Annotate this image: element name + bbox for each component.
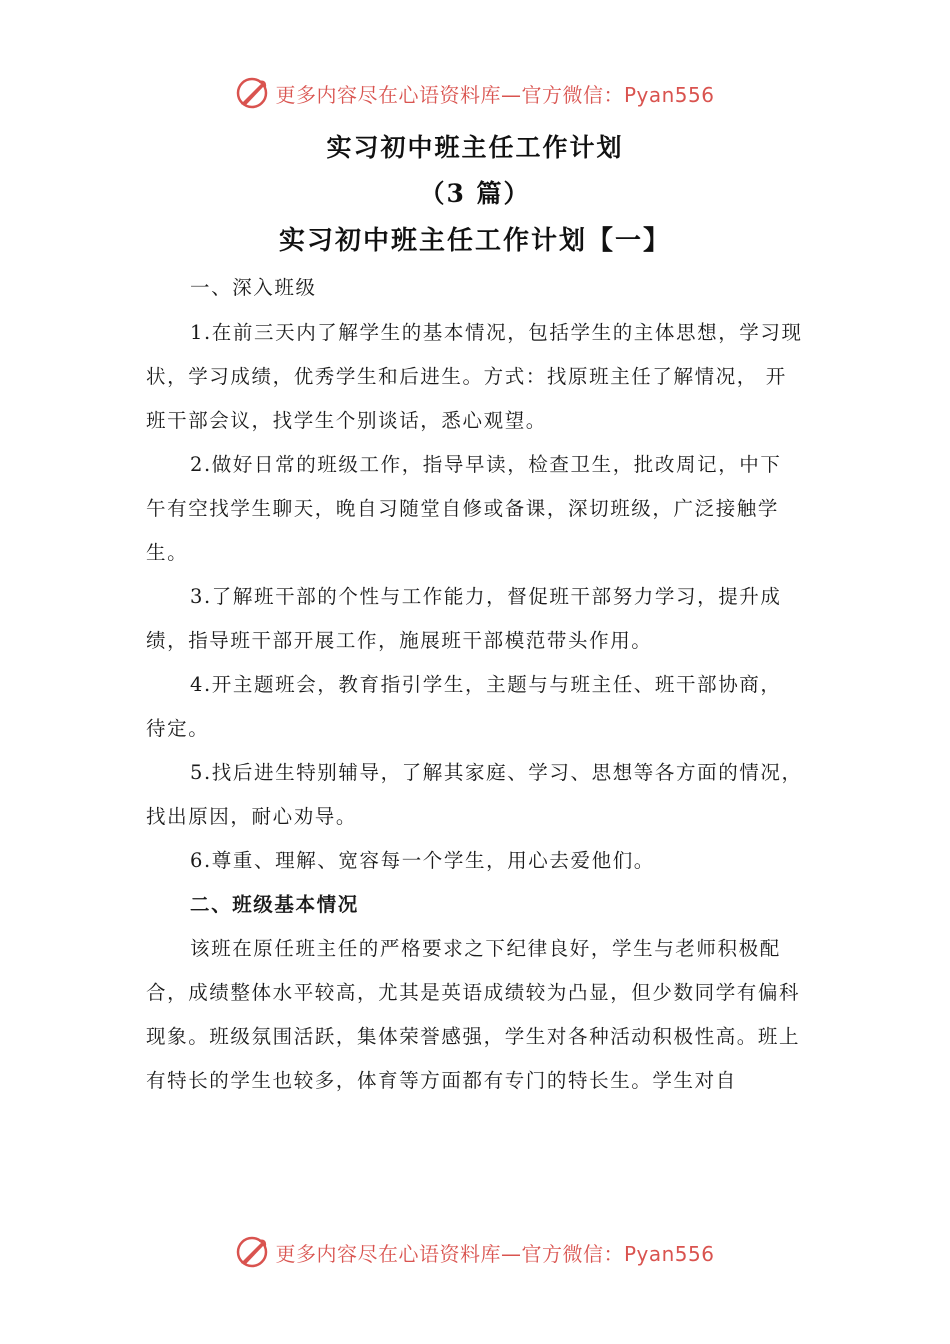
paragraph-line: 3.了解班干部的个性与工作能力，督促班干部努力学习，提升成: [190, 585, 782, 608]
heading-2: 二、班级基本情况: [190, 893, 359, 916]
paragraph-line: 6.尊重、理解、宽容每一个学生，用心去爱他们。: [190, 849, 655, 872]
paragraph-line: 1.在前三天内了解学生的基本情况，包括学生的主体思想，学习现: [190, 321, 803, 344]
paragraph-line: 合，成绩整体水平较高，尤其是英语成绩较为凸显，但少数同学有偏科: [146, 981, 801, 1004]
paragraph-line: 生。: [146, 541, 189, 564]
header-watermark-banner: [0, 73, 950, 113]
paragraph-line: 班干部会议，找学生个别谈话，悉心观望。: [146, 409, 547, 432]
paragraph-line: 午有空找学生聊天，晚自习随堂自修或备课，深切班级，广泛接触学: [146, 497, 780, 520]
paragraph-line: 绩，指导班干部开展工作，施展班干部模范带头作用。: [146, 629, 653, 652]
paragraph-line: 5.找后进生特别辅导，了解其家庭、学习、思想等各方面的情况，: [190, 761, 803, 784]
watermark-text: 更多内容尽在心语资料库—官方微信：Pyan556: [275, 82, 715, 107]
heading-1: 一、深入班级: [190, 276, 317, 299]
paragraph-line: 4.开主题班会，教育指引学生，主题与与班主任、班干部协商，: [190, 673, 782, 696]
paragraph-line: 2.做好日常的班级工作，指导早读，检查卫生，批改周记，中下: [190, 453, 782, 476]
quill-logo-icon: [235, 76, 269, 110]
paragraph-line: 状，学习成绩，优秀学生和后进生。方式：找原班主任了解情况， 开: [146, 365, 787, 388]
quill-logo-icon: [235, 1235, 269, 1269]
paragraph-line: 该班在原任班主任的严格要求之下纪律良好，学生与老师积极配: [190, 937, 781, 960]
document-title: 实习初中班主任工作计划: [326, 133, 624, 162]
section-title: 实习初中班主任工作计划【一】: [278, 226, 671, 256]
paragraph-line: 有特长的学生也较多，体育等方面都有专门的特长生。学生对自: [146, 1069, 737, 1092]
document-count: （3 篇）: [419, 179, 531, 208]
paragraph-line: 现象。班级氛围活跃，集体荣誉感强，学生对各种活动积极性高。班上: [146, 1025, 801, 1048]
watermark-text: 更多内容尽在心语资料库—官方微信：Pyan556: [275, 1241, 715, 1266]
paragraph-line: 待定。: [146, 717, 210, 740]
paragraph-line: 找出原因，耐心劝导。: [146, 805, 358, 828]
footer-watermark-banner: [0, 1232, 950, 1272]
